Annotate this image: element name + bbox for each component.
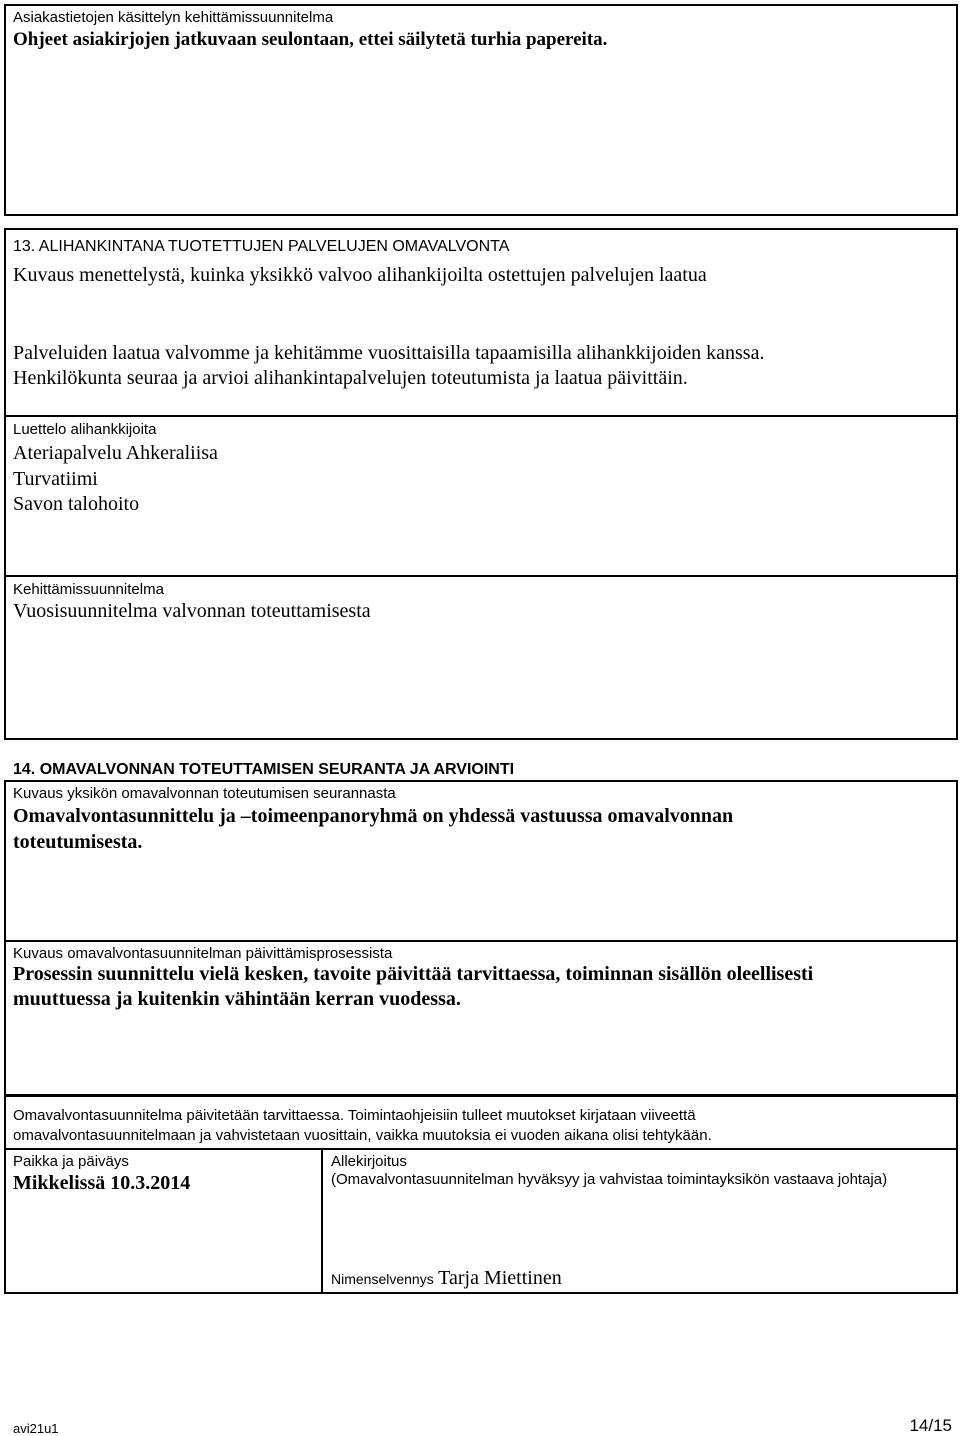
signature-column-divider [321, 1148, 323, 1294]
section-14-title: 14. OMAVALVONNAN TOTEUTTAMISEN SEURANTA JA ARVIOINTI [13, 761, 515, 778]
update-process-line1: Prosessin suunnittelu vielä kesken, tavoite päivittää tarvittaessa, toiminnan sisällön oleellisesti [13, 963, 814, 985]
dev-plan-text: Vuosisuunnitelma valvonnan toteuttamisesta [13, 600, 371, 622]
name-clarification-value: Tarja Miettinen [438, 1267, 562, 1289]
development-plan-heading: Asiakastietojen käsittelyn kehittämissuunnitelma [13, 9, 334, 26]
section-13-title: 13. ALIHANKINTANA TUOTETTUJEN PALVELUJEN OMAVALVONTA [13, 238, 510, 255]
divider [6, 575, 956, 577]
section-13-box [4, 228, 958, 740]
signature-hint: (Omavalvontasuunnitelman hyväksyy ja vahvistaa toimintayksikön vastaava johtaja) [331, 1171, 888, 1188]
divider [6, 940, 956, 942]
dev-plan-label: Kehittämissuunnitelma [13, 581, 164, 598]
section-13-text-line1: Palveluiden laatua valvomme ja kehitämme vuosittaisilla tapaamisilla alihankkijoiden kanssa. [13, 342, 765, 364]
footer-code: avi21u1 [13, 1421, 59, 1436]
signature-label: Allekirjoitus [331, 1153, 407, 1170]
follow-up-label: Kuvaus yksikön omavalvonnan toteutumisen seurannasta [13, 785, 396, 802]
name-clarification [331, 1267, 562, 1290]
signature-box [4, 1096, 958, 1294]
subcontractors-label: Luettelo alihankkijoita [13, 421, 157, 438]
update-process-label: Kuvaus omavalvontasuunnitelman päivittämisprosessista [13, 945, 393, 962]
subcontractor-item: Turvatiimi [13, 468, 98, 490]
follow-up-line2: toteutumisesta. [13, 831, 143, 853]
page-number: 14/15 [909, 1416, 952, 1435]
subcontractor-item: Savon talohoito [13, 493, 140, 515]
section-13-subtitle: Kuvaus menettelystä, kuinka yksikkö valvoo alihankijoilta ostettujen palvelujen laatua [13, 264, 707, 286]
development-plan-box [4, 4, 958, 216]
name-clarification-label: Nimenselvennys [331, 1271, 434, 1287]
divider [6, 415, 956, 417]
update-note-line2: omavalvontasuunnitelmaan ja vahvistetaan vuosittain, vaikka muutoksia ei vuoden aikana olisi tehtykään. [13, 1127, 712, 1144]
place-date-value: Mikkelissä 10.3.2014 [13, 1172, 191, 1194]
divider [6, 1148, 956, 1150]
follow-up-line1: Omavalvontasunnittelu ja –toimeenpanoryhmä on yhdessä vastuussa omavalvonnan [13, 805, 734, 827]
subcontractor-item: Ateriapalvelu Ahkeraliisa [13, 442, 218, 464]
place-date-label: Paikka ja päiväys [13, 1153, 129, 1170]
update-process-line2: muuttuessa ja kuitenkin vähintään kerran vuodessa. [13, 988, 461, 1010]
development-plan-text: Ohjeet asiakirjojen jatkuvaan seulontaan, ettei säilytetä turhia papereita. [13, 29, 608, 50]
update-note-line1: Omavalvontasuunnitelma päivitetään tarvittaessa. Toimintaohjeisiin tulleet muutokset kirjataan viiveettä [13, 1107, 696, 1124]
section-13-text-line2: Henkilökunta seuraa ja arvioi alihankintapalvelujen toteutumista ja laatua päivittäin. [13, 367, 688, 389]
